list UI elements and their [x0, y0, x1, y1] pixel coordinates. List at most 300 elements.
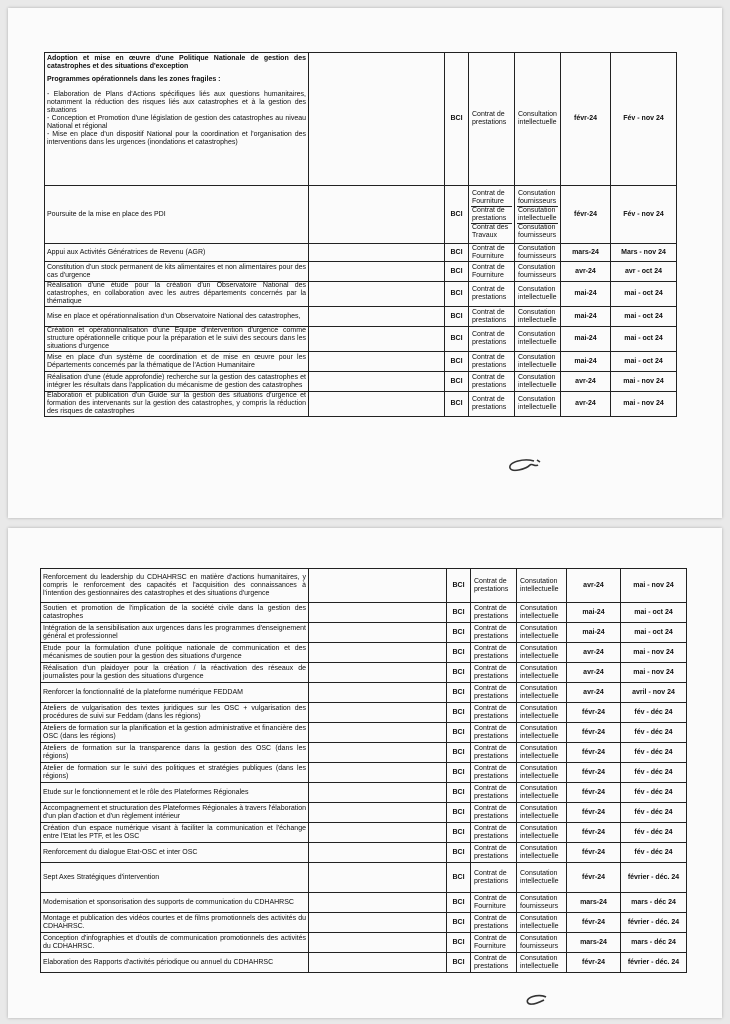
table-row: [41, 863, 687, 893]
contract-cell: [471, 703, 517, 723]
contract-cell: [471, 569, 517, 603]
activity-cell: Montage et publication des vidéos courtes et de films promotionnels des activités du CDHAHRSC.: [41, 913, 309, 933]
method-cell: [517, 569, 567, 603]
consultation-method: Consutation fournisseurs: [518, 244, 557, 260]
method-cell: [515, 244, 561, 262]
page-1: [8, 8, 722, 518]
activity-cell: Renforcement du leadership du CDHAHRSC en matière d'actions humanitaires, y compris le renforcement des capacités et l'acquisition des connaissances à l'intention des gestionnaires des catastrophes et des situations d'urgence: [41, 569, 309, 603]
contract-type: Contrat de Fourniture: [472, 244, 505, 260]
start-date-cell: févr-24: [567, 823, 621, 843]
method-cell: [517, 893, 567, 913]
table-row: [41, 703, 687, 723]
start-date-cell: avr-24: [567, 569, 621, 603]
activity-cell: Accompagnement et structuration des Plateformes Régionales à travers l'élaboration d'un plan d'action et d'un règlement intérieur: [41, 803, 309, 823]
start-date-cell: avr-24: [567, 683, 621, 703]
period-cell: février - déc. 24: [621, 863, 687, 893]
contract-type: Contrat de prestations: [474, 844, 509, 860]
source-cell: BCI: [445, 307, 469, 327]
table-row: [45, 327, 677, 352]
source-cell: BCI: [447, 763, 471, 783]
source-cell: BCI: [445, 282, 469, 307]
activity-cell: Elaboration et publication d'un Guide sur la gestion des situations d'urgence et formation des intervenants sur la gestion des catastrophes, y compris la réduction des risques de catastrophes: [45, 392, 309, 417]
period-cell: Fév - nov 24: [611, 53, 677, 186]
source-cell: BCI: [447, 863, 471, 893]
empty-cell: [309, 327, 445, 352]
method-cell: [517, 743, 567, 763]
procurement-table-page-1: [44, 52, 677, 417]
start-date-cell: mars-24: [567, 933, 621, 953]
consultation-method: Consutation intellectuelle: [520, 624, 559, 640]
source-cell: BCI: [447, 843, 471, 863]
activity-cell: Renforcer la fonctionnalité de la plateforme numérique FEDDAM: [41, 683, 309, 703]
contract-cell: [469, 352, 515, 372]
contract-type: Contrat de prestations: [474, 704, 509, 720]
contract-cell: [471, 933, 517, 953]
period-cell: mars - déc 24: [621, 893, 687, 913]
activity-cell: Elaboration des Rapports d'activités périodique ou annuel du CDHAHRSC: [41, 953, 309, 973]
start-date-cell: févr-24: [567, 703, 621, 723]
contract-type: Contrat de prestations: [474, 784, 509, 800]
source-cell: BCI: [447, 823, 471, 843]
source-cell: BCI: [445, 372, 469, 392]
activity-bullet: - Elaboration de Plans d'Actions spécifiques liés aux questions humanitaires, notamment la réduction des risques liés aux catastrophes et à la gestion des situations: [47, 91, 306, 114]
table-row: [45, 392, 677, 417]
period-cell: février - déc. 24: [621, 953, 687, 973]
activity-cell: Etude pour la formulation d'une politique nationale de communication et des mécanismes de soutien pour la gestion des situations d'urgence: [41, 643, 309, 663]
empty-cell: [309, 282, 445, 307]
start-date-cell: mars-24: [561, 244, 611, 262]
contract-type: Contrat de prestations: [474, 684, 509, 700]
method-cell: [517, 763, 567, 783]
table-row: [41, 783, 687, 803]
method-cell: [517, 623, 567, 643]
consultation-method: Consutation intellectuelle: [520, 784, 559, 800]
start-date-cell: avr-24: [567, 643, 621, 663]
activity-cell: Mise en place et opérationnalisation d'un Observatoire National des catastrophes,: [45, 307, 309, 327]
table-row: [41, 823, 687, 843]
empty-cell: [309, 244, 445, 262]
empty-cell: [309, 863, 447, 893]
page-2: [8, 528, 722, 1018]
source-cell: BCI: [447, 643, 471, 663]
table-row: [45, 244, 677, 262]
signature-mark: [504, 456, 544, 476]
activity-cell: Ateliers de formation sur la transparence dans la gestion des OSC (dans les régions): [41, 743, 309, 763]
source-cell: BCI: [445, 392, 469, 417]
activity-cell: Conception d'infographies et d'outils de communication promotionnels des activités du CDHAHRSC.: [41, 933, 309, 953]
contract-cell: [471, 953, 517, 973]
consultation-method: Consutation intellectuelle: [520, 684, 559, 700]
source-cell: BCI: [447, 603, 471, 623]
table-row: [41, 723, 687, 743]
activity-cell: Renforcement du dialogue Etat-OSC et inter OSC: [41, 843, 309, 863]
start-date-cell: mars-24: [567, 893, 621, 913]
contract-type: Contrat de Fourniture: [472, 189, 505, 205]
start-date-cell: avr-24: [561, 262, 611, 282]
empty-cell: [309, 803, 447, 823]
table-row: [45, 262, 677, 282]
table-row: [41, 569, 687, 603]
source-cell: BCI: [447, 703, 471, 723]
method-cell: [515, 186, 561, 244]
source-cell: BCI: [447, 783, 471, 803]
empty-cell: [309, 763, 447, 783]
contract-type: Contrat de prestations: [474, 954, 509, 970]
table-row: [45, 372, 677, 392]
period-cell: mars - déc 24: [621, 933, 687, 953]
table-row: [45, 282, 677, 307]
method-cell: [517, 823, 567, 843]
table-row: [45, 352, 677, 372]
source-cell: BCI: [447, 663, 471, 683]
contract-cell: [469, 262, 515, 282]
period-cell: fév - déc 24: [621, 723, 687, 743]
method-cell: [515, 282, 561, 307]
contract-cell: [471, 663, 517, 683]
contract-cell: [471, 823, 517, 843]
table-row: [41, 743, 687, 763]
consultation-method: Consutation intellectuelle: [520, 604, 559, 620]
method-cell: [517, 953, 567, 973]
empty-cell: [309, 603, 447, 623]
period-cell: mai - oct 24: [611, 282, 677, 307]
source-cell: BCI: [445, 262, 469, 282]
consultation-method: Consutation intellectuelle: [520, 824, 559, 840]
consultation-method: Consutation intellectuelle: [518, 373, 557, 389]
method-cell: [517, 683, 567, 703]
table-row: [41, 803, 687, 823]
source-cell: BCI: [447, 953, 471, 973]
empty-cell: [309, 643, 447, 663]
period-cell: mai - nov 24: [621, 643, 687, 663]
start-date-cell: févr-24: [567, 953, 621, 973]
start-date-cell: févr-24: [567, 803, 621, 823]
activity-cell: Réalisation d'une (étude approfondie) recherche sur la gestion des catastrophes et intégrer les résultats dans l'application du mécanisme de gestion des catastrophes: [45, 372, 309, 392]
period-cell: fév - déc 24: [621, 703, 687, 723]
table-row: [41, 763, 687, 783]
method-cell: [515, 307, 561, 327]
contract-cell: [471, 843, 517, 863]
table-row: [41, 623, 687, 643]
consultation-method: Consultation intellectuelle: [518, 111, 557, 126]
contract-type: Contrat de prestations: [472, 396, 507, 411]
consultation-method: Consutation intellectuelle: [520, 869, 559, 885]
method-cell: [517, 643, 567, 663]
activity-cell: Poursuite de la mise en place des PDI: [45, 186, 309, 244]
table-row: [41, 913, 687, 933]
empty-cell: [309, 783, 447, 803]
empty-cell: [309, 703, 447, 723]
activity-cell: Ateliers de vulgarisation des textes juridiques sur les OSC + vulgarisation des procédures de suivi sur Feddam (dans les régions): [41, 703, 309, 723]
contract-cell: [471, 783, 517, 803]
contract-cell: [469, 186, 515, 244]
table-row: [41, 953, 687, 973]
activity-cell: Sept Axes Stratégiques d'intervention: [41, 863, 309, 893]
period-cell: avril - nov 24: [621, 683, 687, 703]
consultation-method: Consutation intellectuelle: [518, 308, 557, 324]
contract-cell: [471, 723, 517, 743]
empty-cell: [309, 743, 447, 763]
consultation-method: Consutation fournisseurs: [518, 223, 557, 239]
contract-type: Contrat de Fourniture: [472, 263, 505, 279]
method-cell: [515, 53, 561, 186]
method-cell: [515, 262, 561, 282]
contract-cell: [469, 282, 515, 307]
table-row: [45, 53, 677, 186]
period-cell: fév - déc 24: [621, 783, 687, 803]
period-cell: Mars - nov 24: [611, 244, 677, 262]
start-date-cell: févr-24: [567, 763, 621, 783]
activity-bullet: - Mise en place d'un dispositif National pour la coordination et l'organisation des interventions dans les urgences (inondations et catastrophes): [47, 131, 306, 146]
empty-cell: [309, 352, 445, 372]
empty-cell: [309, 933, 447, 953]
method-cell: [517, 863, 567, 893]
activity-cell: Ateliers de formation sur la planification et la gestion administrative et financière des OSC (dans les régions): [41, 723, 309, 743]
consultation-method: Consutation intellectuelle: [520, 914, 559, 930]
contract-type: Contrat de prestations: [472, 308, 507, 324]
procurement-table-page-2: [40, 568, 687, 973]
source-cell: BCI: [447, 913, 471, 933]
contract-cell: [469, 327, 515, 352]
method-cell: [515, 352, 561, 372]
start-date-cell: févr-24: [561, 186, 611, 244]
consultation-method: Consutation fournisseurs: [520, 934, 559, 950]
empty-cell: [309, 843, 447, 863]
empty-cell: [309, 623, 447, 643]
contract-type: Contrat de prestations: [472, 286, 507, 301]
period-cell: mai - oct 24: [621, 623, 687, 643]
start-date-cell: mai-24: [567, 623, 621, 643]
start-date-cell: mai-24: [567, 603, 621, 623]
activity-cell: Intégration de la sensibilisation aux urgences dans les programmes d'enseignement général et professionnel: [41, 623, 309, 643]
consultation-method: Consutation intellectuelle: [520, 577, 559, 593]
activity-cell: Création d'un espace numérique visant à faciliter la communication et l'échange entre l'Etat les PTF, et les OSC: [41, 823, 309, 843]
contract-type: Contrat de prestations: [472, 353, 507, 369]
start-date-cell: févr-24: [567, 913, 621, 933]
contract-type: Contrat de prestations: [474, 724, 509, 740]
contract-cell: [471, 893, 517, 913]
contract-type: Contrat de prestations: [474, 644, 509, 660]
period-cell: fév - déc 24: [621, 803, 687, 823]
consultation-method: Consutation intellectuelle: [520, 844, 559, 860]
contract-cell: [471, 803, 517, 823]
empty-cell: [309, 372, 445, 392]
consultation-method: Consutation intellectuelle: [520, 764, 559, 780]
consultation-method: Consutation intellectuelle: [520, 664, 559, 680]
contract-type: Contrat de prestations: [474, 664, 509, 680]
source-cell: BCI: [445, 244, 469, 262]
method-cell: [517, 723, 567, 743]
contract-type: Contrat de prestations: [474, 744, 509, 760]
contract-cell: [469, 372, 515, 392]
contract-cell: [471, 913, 517, 933]
period-cell: fév - déc 24: [621, 843, 687, 863]
contract-cell: [471, 623, 517, 643]
source-cell: BCI: [447, 803, 471, 823]
empty-cell: [309, 569, 447, 603]
start-date-cell: févr-24: [567, 843, 621, 863]
period-cell: février - déc. 24: [621, 913, 687, 933]
method-cell: [517, 663, 567, 683]
method-cell: [517, 913, 567, 933]
table-row: [41, 843, 687, 863]
period-cell: mai - nov 24: [611, 372, 677, 392]
activity-cell: Modernisation et sponsorisation des supports de communication du CDHAHRSC: [41, 893, 309, 913]
empty-cell: [309, 262, 445, 282]
method-cell: [515, 372, 561, 392]
activity-cell: Constitution d'un stock permanent de kits alimentaires et non alimentaires pour des cas d'urgence: [45, 262, 309, 282]
contract-type: Contrat des Travaux: [471, 223, 512, 240]
period-cell: avr - oct 24: [611, 262, 677, 282]
period-cell: mai - nov 24: [621, 569, 687, 603]
period-cell: mai - nov 24: [611, 392, 677, 417]
method-cell: [517, 803, 567, 823]
method-cell: [517, 603, 567, 623]
contract-type: Contrat de prestations: [474, 804, 509, 820]
contract-type: Contrat de prestations: [474, 914, 509, 930]
period-cell: fév - déc 24: [621, 743, 687, 763]
activity-cell: Réalisation d'un plaidoyer pour la création / la réactivation des réseaux de journalistes pour la gestion des situations d'urgence: [41, 663, 309, 683]
contract-cell: [471, 683, 517, 703]
contract-cell: [469, 244, 515, 262]
table-row: [41, 933, 687, 953]
start-date-cell: févr-24: [567, 783, 621, 803]
contract-cell: [471, 603, 517, 623]
contract-type: Contrat de prestations: [474, 577, 509, 593]
period-cell: mai - oct 24: [611, 352, 677, 372]
start-date-cell: mai-24: [561, 327, 611, 352]
consultation-method: Consutation intellectuelle: [518, 331, 557, 346]
contract-type: Contrat de prestations: [471, 206, 512, 223]
period-cell: fév - déc 24: [621, 823, 687, 843]
activity-cell: Soutien et promotion de l'implication de la société civile dans la gestion des catastrophes: [41, 603, 309, 623]
source-cell: BCI: [447, 569, 471, 603]
start-date-cell: févr-24: [567, 743, 621, 763]
start-date-cell: févr-24: [561, 53, 611, 186]
consultation-method: Consutation fournisseurs: [518, 263, 557, 279]
source-cell: BCI: [447, 743, 471, 763]
source-cell: BCI: [445, 186, 469, 244]
table-row: [41, 893, 687, 913]
start-date-cell: févr-24: [567, 723, 621, 743]
method-cell: [517, 783, 567, 803]
start-date-cell: mai-24: [561, 282, 611, 307]
empty-cell: [309, 53, 445, 186]
consultation-method: Consutation intellectuelle: [518, 353, 557, 369]
consultation-method: Consutation fournisseurs: [520, 894, 559, 910]
contract-cell: [469, 53, 515, 186]
empty-cell: [309, 392, 445, 417]
contract-type: Contrat de prestations: [474, 824, 509, 840]
method-cell: [515, 327, 561, 352]
contract-type: Contrat de prestations: [474, 604, 509, 620]
period-cell: Fév - nov 24: [611, 186, 677, 244]
contract-type: Contrat de prestations: [474, 764, 509, 780]
table-row: [41, 663, 687, 683]
activity-cell: Atelier de formation sur le suivi des politiques et stratégies publiques (dans les régions): [41, 763, 309, 783]
contract-cell: [471, 863, 517, 893]
empty-cell: [309, 913, 447, 933]
contract-type: Contrat de prestations: [472, 331, 507, 346]
consultation-method: Consutation intellectuelle: [518, 396, 557, 411]
activity-cell: [45, 53, 309, 186]
source-cell: BCI: [445, 352, 469, 372]
contract-cell: [469, 307, 515, 327]
method-cell: [517, 703, 567, 723]
start-date-cell: mai-24: [561, 352, 611, 372]
start-date-cell: mai-24: [561, 307, 611, 327]
start-date-cell: avr-24: [567, 663, 621, 683]
source-cell: BCI: [447, 623, 471, 643]
signature-mark: [520, 992, 554, 1008]
source-cell: BCI: [445, 327, 469, 352]
empty-cell: [309, 663, 447, 683]
empty-cell: [309, 953, 447, 973]
table-row: [41, 683, 687, 703]
method-cell: [517, 933, 567, 953]
contract-cell: [471, 743, 517, 763]
consultation-method: Consutation intellectuelle: [518, 286, 557, 301]
contract-cell: [471, 643, 517, 663]
contract-type: Contrat de prestations: [472, 373, 507, 389]
activity-cell: Etude sur le fonctionnement et le rôle des Plateformes Régionales: [41, 783, 309, 803]
contract-type: Contrat de Fourniture: [474, 934, 507, 950]
empty-cell: [309, 307, 445, 327]
activity-cell: Création et opérationnalisation d'une Équipe d'intervention d'urgence comme structure opérationnelle critique pour la préparation et le suivi des secours dans les situations d'urgence: [45, 327, 309, 352]
consultation-method: Consutation intellectuelle: [520, 744, 559, 760]
table-row: [45, 307, 677, 327]
period-cell: fév - déc 24: [621, 763, 687, 783]
start-date-cell: avr-24: [561, 392, 611, 417]
activity-cell: Appui aux Activités Génératrices de Revenu (AGR): [45, 244, 309, 262]
contract-type: Contrat de prestations: [474, 869, 509, 885]
method-cell: [517, 843, 567, 863]
source-cell: BCI: [447, 933, 471, 953]
source-cell: BCI: [447, 893, 471, 913]
contract-type: Contrat de Fourniture: [474, 894, 507, 910]
activity-title: Adoption et mise en œuvre d'une Politique Nationale de gestion des catastrophes et des situations d'exception: [47, 55, 306, 70]
empty-cell: [309, 186, 445, 244]
empty-cell: [309, 723, 447, 743]
period-cell: mai - nov 24: [621, 663, 687, 683]
table-row: [41, 603, 687, 623]
consultation-method: Consutation intellectuelle: [520, 954, 559, 970]
consultation-method: Consutation intellectuelle: [518, 206, 557, 222]
activity-cell: Mise en place d'un système de coordination et de mise en œuvre pour les Départements concernés par la thématique de l'Action Humanitaire: [45, 352, 309, 372]
source-cell: BCI: [447, 683, 471, 703]
contract-cell: [471, 763, 517, 783]
consultation-method: Consutation intellectuelle: [520, 644, 559, 660]
table-row: [45, 186, 677, 244]
start-date-cell: avr-24: [561, 372, 611, 392]
empty-cell: [309, 823, 447, 843]
activity-subtitle: Programmes opérationnels dans les zones fragiles :: [47, 76, 221, 83]
start-date-cell: févr-24: [567, 863, 621, 893]
consultation-method: Consutation intellectuelle: [520, 804, 559, 820]
consultation-method: Consutation intellectuelle: [520, 724, 559, 740]
activity-cell: Réalisation d'une étude pour la création d'un Observatoire National des catastrophes, en collaboration avec les autres départements concernés par la thématique: [45, 282, 309, 307]
activity-bullet: - Conception et Promotion d'une législation de gestion des catastrophes au niveau National et régional: [47, 115, 306, 130]
source-cell: BCI: [447, 723, 471, 743]
contract-cell: [469, 392, 515, 417]
method-cell: [515, 392, 561, 417]
period-cell: mai - oct 24: [621, 603, 687, 623]
contract-type: Contrat de prestations: [474, 624, 509, 640]
table-row: [41, 643, 687, 663]
contract-type: Contrat de prestations: [472, 111, 507, 126]
period-cell: mai - oct 24: [611, 327, 677, 352]
empty-cell: [309, 893, 447, 913]
